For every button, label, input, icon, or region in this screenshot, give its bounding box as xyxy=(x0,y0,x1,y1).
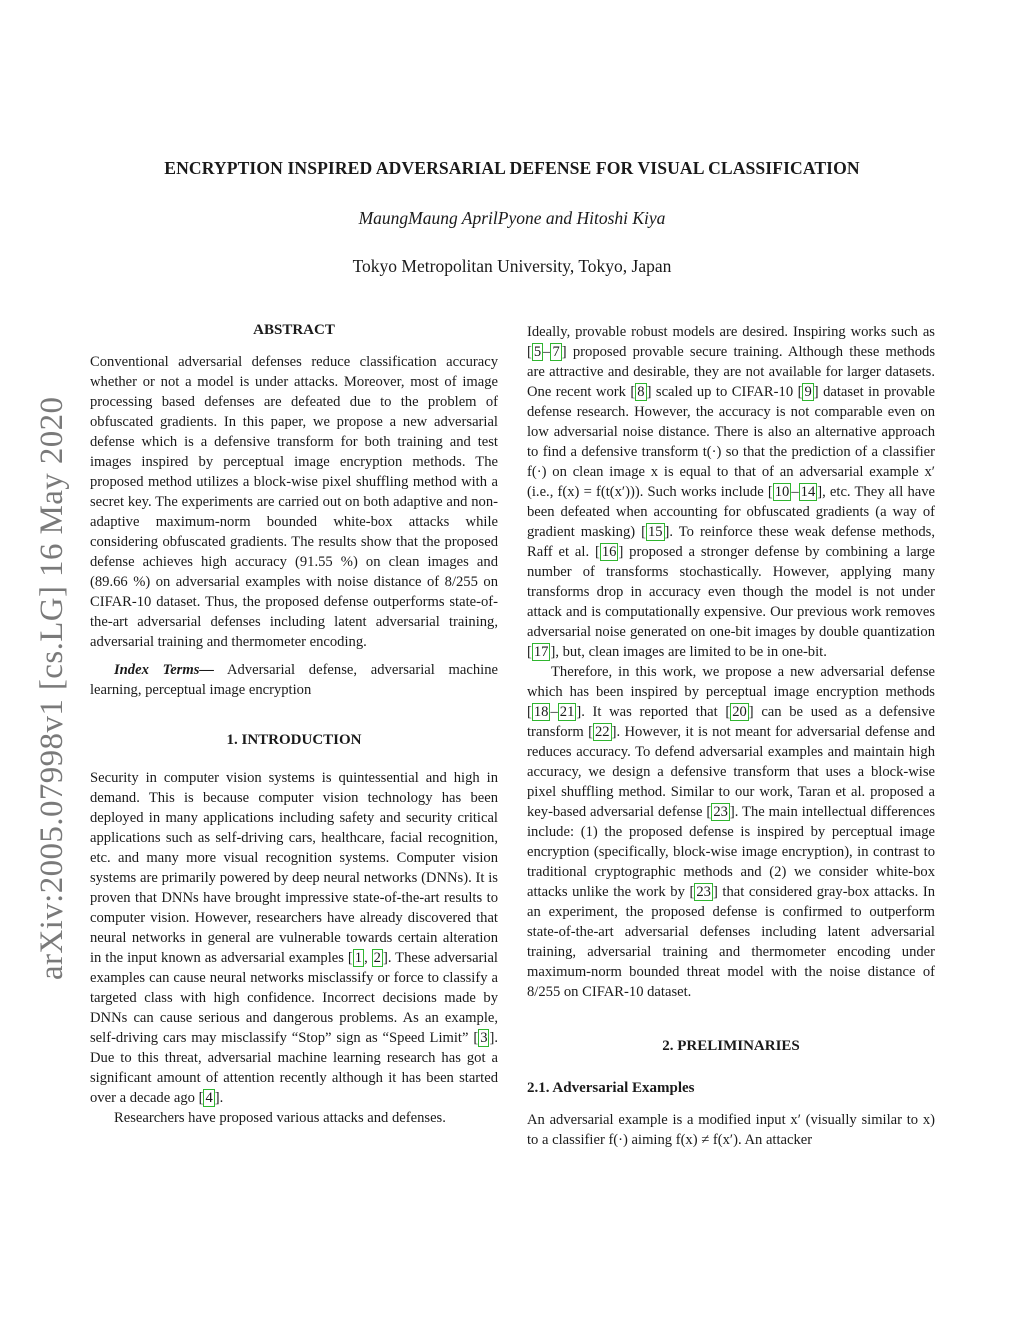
intro-heading: 1. INTRODUCTION xyxy=(226,732,362,748)
citation-link[interactable]: 15 xyxy=(647,524,663,540)
citation-link[interactable]: 8 xyxy=(637,384,645,400)
paper-affiliation: Tokyo Metropolitan University, Tokyo, Japan xyxy=(352,256,672,276)
citation-link[interactable]: 14 xyxy=(800,484,816,500)
citation-link[interactable]: 21 xyxy=(559,704,575,720)
citation-link[interactable]: 3 xyxy=(480,1030,488,1046)
citation-link[interactable]: 4 xyxy=(205,1090,213,1106)
citation-link[interactable]: 22 xyxy=(595,724,610,740)
citation-link[interactable]: 7 xyxy=(552,344,560,360)
left-column xyxy=(90,320,498,1128)
citation-link[interactable]: 20 xyxy=(732,704,747,720)
preliminaries-heading: 2. PRELIMINARIES xyxy=(662,1038,800,1054)
prelim-paragraph-1: An adversarial example is a modified input x′ (visually similar to x) to a classifier f(·) aiming f(x) ≠ f(x′). An attacker xyxy=(527,1112,935,1148)
abstract-body: Conventional adversarial defenses reduce classification accuracy whether or not a model is under attacks. Moreover, most of image processing based defenses are defeated due to the problem of obfuscated gradients. In this paper, we propose a new adversarial defense which is a defensive transform for both training and test images inspired by perceptual image encryption methods. The proposed method utilizes a block-wise pixel shuffling method with a secret key. The experiments are carried out on both adaptive and non-adaptive maximum-norm bounded white-box attacks while considering obfuscated gradients. The results show that the proposed defense achieves high accuracy (91.55 %) on clean images and (89.66 %) on adversarial examples with noise distance of 8/255 on CIFAR-10 dataset. Thus, the proposed defense outperforms state-of-the-art adversarial defenses including latent adversarial training, adversarial training and thermometer encoding. xyxy=(90,354,498,650)
citation-link[interactable]: 18 xyxy=(533,704,549,720)
right-column xyxy=(527,322,935,1150)
citation-link[interactable]: 23 xyxy=(713,804,728,820)
arxiv-stamp[interactable]: arXiv:2005.07998v1 [cs.LG] 16 May 2020 xyxy=(34,396,70,980)
intro-paragraph-1: Security in computer vision systems is quintessential and high in demand. This is because computer vision technology has been deployed in many applications including safety and security critical applications such as self-driving cars, healthcare, facial recognition, etc. and many more visual recognition systems. Computer vision systems are primarily powered by deep neural networks (DNNs). It is proven that DNNs have brought impressive state-of-the-art results to computer vision. However, researchers have already discovered that neural networks in general are vulnerable towards certain alteration in the input known as adversarial examples [ 1 , 2 ]. These adversarial examples can cause neural networks misclassify or force to classify a targeted class with high confidence. Incorrect decisions made by DNNs can cause serious and dangerous problems. As an example, self-driving cars may misclassify “Stop” sign as “Speed Limit” [ 3 ]. Due to this threat, adversarial machine learning research has got a significant amount of attention recently although it has been started over a decade ago [ 4 ]. xyxy=(90,770,498,1106)
citation-link[interactable]: 1 xyxy=(354,950,363,966)
citation-link[interactable]: 10 xyxy=(774,484,790,500)
citation-link[interactable]: 5 xyxy=(533,344,542,360)
intro-paragraph-4: Therefore, in this work, we propose a new adversarial defense which has been inspired by perceptual image encryption methods [ 18 – 21 ]. It was reported that [ 20 ] can be used as a defensive transform [ 22 ]. However, it is not meant for adversarial defense and reduces accuracy. To defend adversarial examples and maintain high accuracy, we design a defensive transform that uses a block-wise pixel shuffling method. Similar to our work, Taran et al. proposed a key-based adversarial defense [ 23 ]. The main intellectual differences include: (1) the proposed defense is inspired by perceptual image encryption (specifically, block-wise image encryption), in contrast to traditional cryptographic methods and (2) we consider white-box attacks unlike the work by [ 23 ] that considered gray-box attacks. In an experiment, the proposed defense is confirmed to outperform state-of-the-art adversarial defenses including latent adversarial training, adversarial training and thermometer encoding under maximum-norm bounded threat model with the noise distance of 8/255 on CIFAR-10 dataset. xyxy=(527,664,936,1000)
citation-link[interactable]: 16 xyxy=(601,544,617,560)
intro-paragraph-3: Ideally, provable robust models are desired. Inspiring works such as [ 5 – 7 ] proposed provable secure training. Although these methods are attractive and desirable, they are not available for larger datasets. One recent work [ 8 ] scaled up to CIFAR-10 [ 9 ] dataset in provable defense research. However, the accuracy is not comparable even on low adversarial noise distance. There is also an alternative approach to find a defensive transform t(·) so that the prediction of a classifier f(·) on clean image x is equal to that of an adversarial example x′ (i.e., f(x) = f(t(x′))). Such works include [ 10 – 14 ], etc. They all have been defeated when accounting for obfuscated gradients (a way of gradient masking) [ 15 ]. To reinforce these weak defense methods, Raff et al. [ 16 ] proposed a stronger defense by combining a large number of transforms stochastically. However, applying many transforms drop in accuracy even though the model is not under attack and is computationally expensive. Our previous work removes adversarial noise generated on one-bit images by double quantization [ 17 ], but, clean images are limited to be in one-bit. xyxy=(527,324,935,660)
abstract-heading: ABSTRACT xyxy=(253,322,335,338)
index-terms-text: Adversarial defense, adversarial machine learning, perceptual image encryption xyxy=(90,662,498,698)
paper-title: ENCRYPTION INSPIRED ADVERSARIAL DEFENSE FOR VISUAL CLASSIFICATION xyxy=(164,158,860,178)
citation-link[interactable]: 17 xyxy=(533,644,549,660)
intro-paragraph-2: Researchers have proposed various attacks and defenses. xyxy=(114,1110,446,1126)
citation-link[interactable]: 23 xyxy=(696,884,711,900)
index-terms xyxy=(90,660,498,700)
index-terms-label: Index Terms— xyxy=(114,662,214,678)
citation-link[interactable]: 2 xyxy=(373,950,381,966)
citation-link[interactable]: 9 xyxy=(804,384,812,400)
adversarial-examples-heading: 2.1. Adversarial Examples xyxy=(527,1080,695,1096)
paper-authors: MaungMaung AprilPyone and Hitoshi Kiya xyxy=(358,208,666,228)
